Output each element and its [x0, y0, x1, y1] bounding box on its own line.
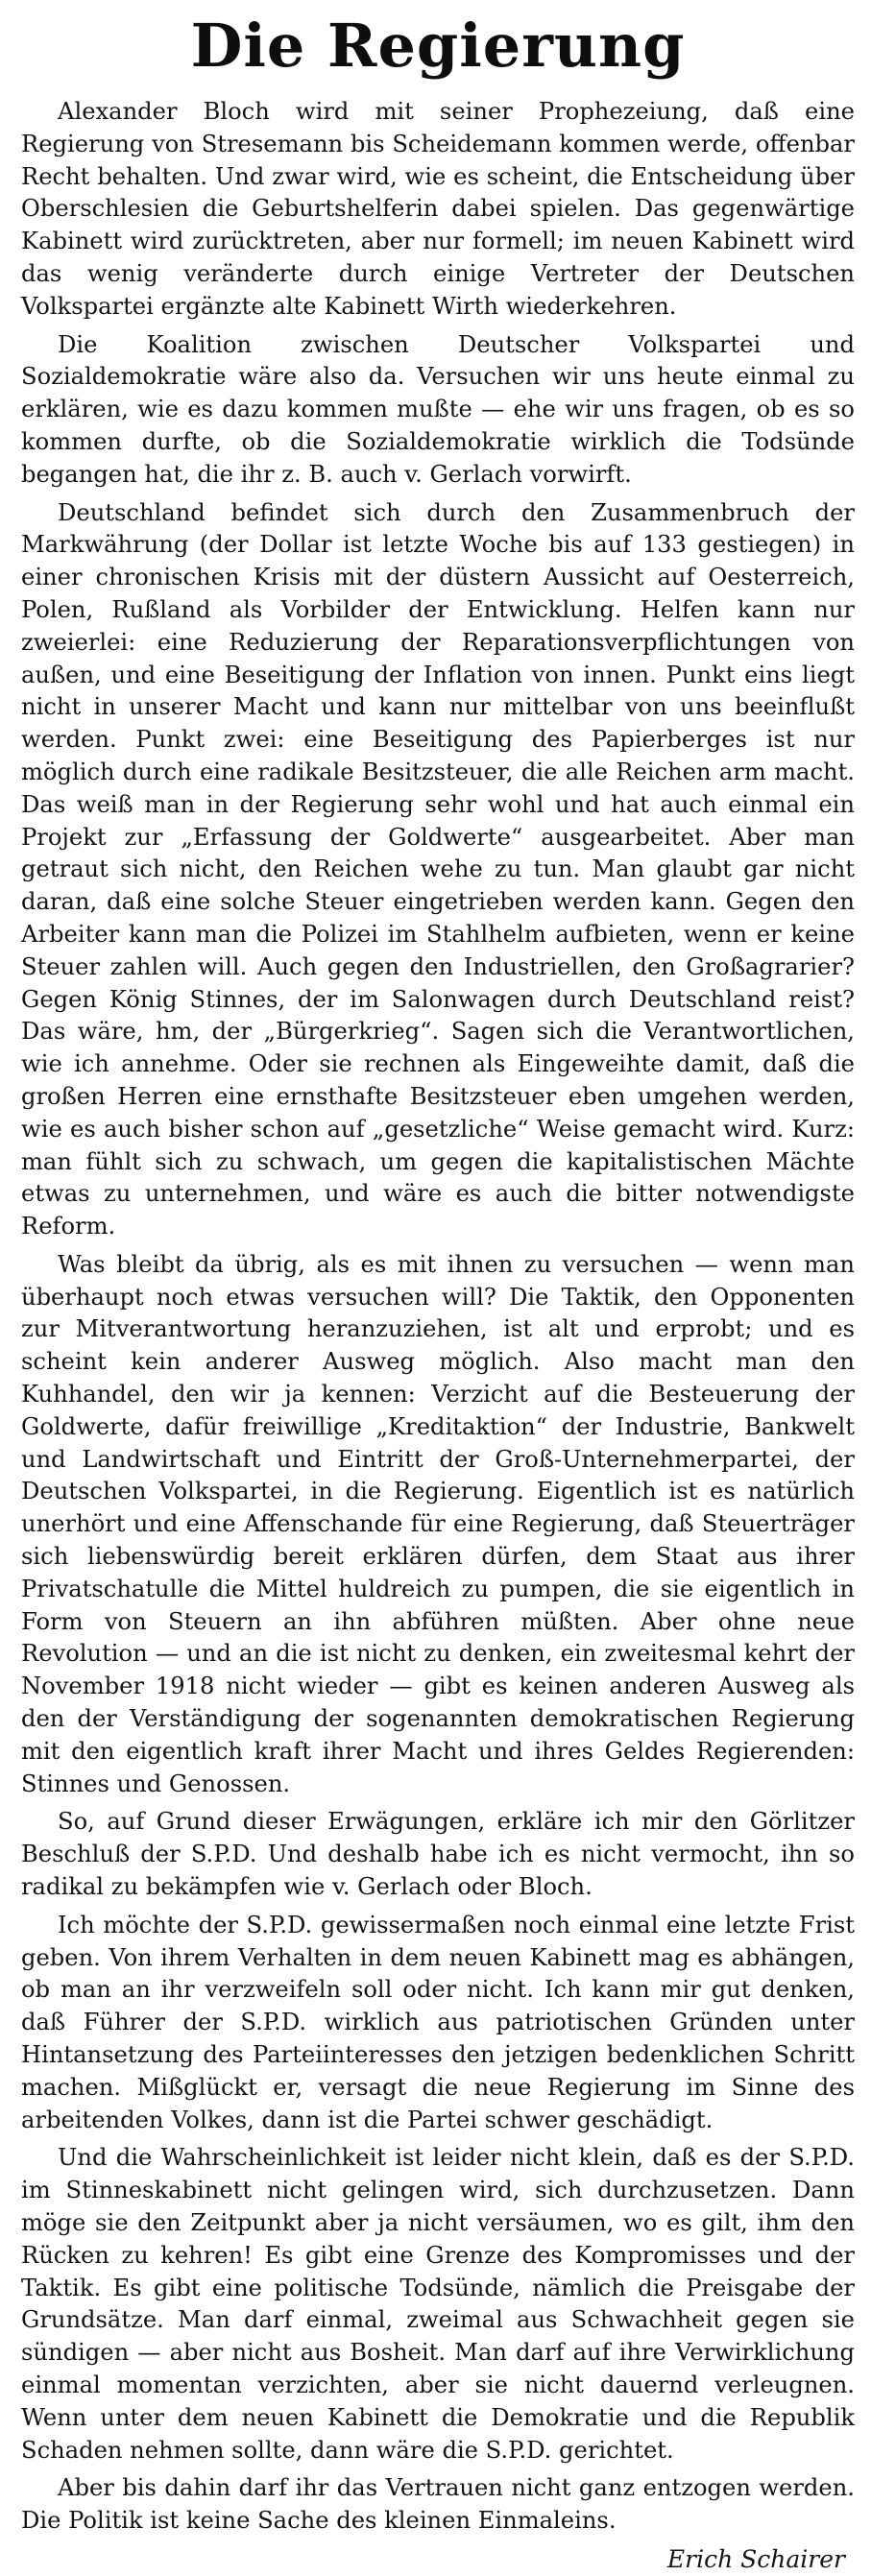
article-paragraph: Alexander Bloch wird mit seiner Prophezeiung, daß eine Regierung von Stresemann bis Scheidemann kommen werde, offenbar Recht behalten. Und zwar wird, wie es scheint, die Entscheidung über Oberschlesien die Geburtshelferin dabei spielen. Das gegenwärtige Kabinett wird zurücktreten, aber nur formell; im neuen Kabinett wird das wenig veränderte durch einige Vertreter der Deutschen Volkspartei ergänzte alte Kabinett Wirth wiederkehren.: [21, 98, 855, 320]
article-paragraph: Und die Wahrscheinlichkeit ist leider nicht klein, daß es der S.P.D. im Stinneskabinett nicht gelingen wird, sich durchzusetzen. Dann möge sie den Zeitpunkt aber ja nicht versäumen, wo es gilt, ihm den Rücken zu kehren! Es gibt eine Grenze des Kompromisses und der Taktik. Es gibt eine politische Todsünde, nämlich die Preisgabe der Grundsätze. Man darf einmal, zweimal aus Schwachheit gegen sie sündigen — aber nicht aus Bosheit. Man darf auf ihre Verwirklichung einmal momentan verzichten, aber sie nicht dauernd verleugnen. Wenn unter dem neuen Kabinett die Demokratie und die Republik Schaden nehmen sollte, dann wäre die S.P.D. gerichtet.: [21, 2144, 855, 2464]
article-paragraph: Was bleibt da übrig, als es mit ihnen zu versuchen — wenn man überhaupt noch etwas versuchen will? Die Taktik, den Opponenten zur Mitverantwortung heranzuziehen, ist alt und erprobt; und es scheint kein anderer Ausweg möglich. Also macht man den Kuhhandel, den wir ja kennen: Verzicht auf die Besteuerung der Goldwerte, dafür freiwillige „Kreditaktion“ der Industrie, Bankwelt und Landwirtschaft und Eintritt der Groß-Unternehmerpartei, der Deutschen Volkspartei, in die Regierung. Eigentlich ist es natürlich unerhört und eine Affenschande für eine Regierung, daß Steuerträger sich liebenswürdig bereit erklären dürfen, dem Staat aus ihrer Privatschatulle die Mittel huldreich zu pumpen, die sie eigentlich in Form von Steuern an ihn abführen müßten. Aber ohne neue Revolution — und an die ist nicht zu denken, ein zweitesmal kehrt der November 1918 nicht wieder — gibt es keinen anderen Ausweg als den der Verständigung der sogenannten demokratischen Regierung mit den eigentlich kraft ihrer Macht und ihres Geldes Regierenden: Stinnes und Genossen.: [21, 1250, 855, 1797]
article-paragraph: So, auf Grund dieser Erwägungen, erkläre ich mir den Görlitzer Beschluß der S.P.D. Und deshalb habe ich es nicht vermocht, ihn so radikal zu bekämpfen wie v. Gerlach oder Bloch.: [21, 1808, 855, 1901]
article-paragraph: Die Koalition zwischen Deutscher Volkspartei und Sozialdemokratie wäre also da. Versuchen wir uns heute einmal zu erklären, wie es dazu kommen mußte — ehe wir uns fragen, ob es so kommen durfte, ob die Sozialdemokratie wirklich die Todsünde begangen hat, die ihr z. B. auch v. Gerlach vorwirft.: [21, 330, 855, 488]
author-signature: Erich Schairer: [666, 2544, 845, 2573]
article-headline: Die Regierung: [190, 11, 686, 81]
article-paragraph: Aber bis dahin darf ihr das Vertrauen nicht ganz entzogen werden. Die Politik ist keine Sache des kleinen Einmaleins.: [21, 2474, 855, 2535]
article-paragraph: Ich möchte der S.P.D. gewissermaßen noch einmal eine letzte Frist geben. Von ihrem Verhalten in dem neuen Kabinett mag es abhängen, ob man an ihr verzweifeln soll oder nicht. Ich kann mir gut denken, daß Führer der S.P.D. wirklich aus patriotischen Gründen unter Hintansetzung des Parteiinteresses den jetzigen bedenklichen Schritt machen. Mißglückt er, versagt die neue Regierung im Sinne des arbeitenden Volkes, dann ist die Partei schwer geschädigt.: [21, 1911, 855, 2133]
article-paragraph: Deutschland befindet sich durch den Zusammenbruch der Markwährung (der Dollar ist letzte Woche bis auf 133 gestiegen) in einer chronischen Krisis mit der düstern Aussicht auf Oesterreich, Polen, Rußland als Vorbilder der Entwicklung. Helfen kann nur zweierlei: eine Reduzierung der Reparationsverpflichtungen von außen, und eine Beseitigung der Inflation von innen. Punkt eins liegt nicht in unserer Macht und kann nur mittelbar von uns beeinflußt werden. Punkt zwei: eine Beseitigung des Papierberges ist nur möglich durch eine radikale Besitzsteuer, die alle Reichen arm macht. Das weiß man in der Regierung sehr wohl und hat auch einmal ein Projekt zur „Erfassung der Goldwerte“ ausgearbeitet. Aber man getraut sich nicht, den Reichen wehe zu tun. Man glaubt gar nicht daran, daß eine solche Steuer eingetrieben werden kann. Gegen den Arbeiter kann man die Polizei im Stahlhelm aufbieten, wenn er keine Steuer zahlen will. Auch gegen den Industriellen, den Großagrarier? Gegen König Stinnes, der im Salonwagen durch Deutschland reist? Das wäre, hm, der „Bürgerkrieg“. Sagen sich die Verantwortlichen, wie ich annehme. Oder sie rechnen als Eingeweihte damit, daß die großen Herren eine ernsthafte Besitzsteuer eben umgehen werden, wie es auch bisher schon auf „gesetzliche“ Weise gemacht wird. Kurz: man fühlt sich zu schwach, um gegen die kapitalistischen Mächte etwas zu unternehmen, und wäre es auch die bitter notwendigste Reform.: [21, 498, 855, 1240]
newspaper-page: [21, 10, 855, 2573]
article-body: [21, 96, 855, 2538]
